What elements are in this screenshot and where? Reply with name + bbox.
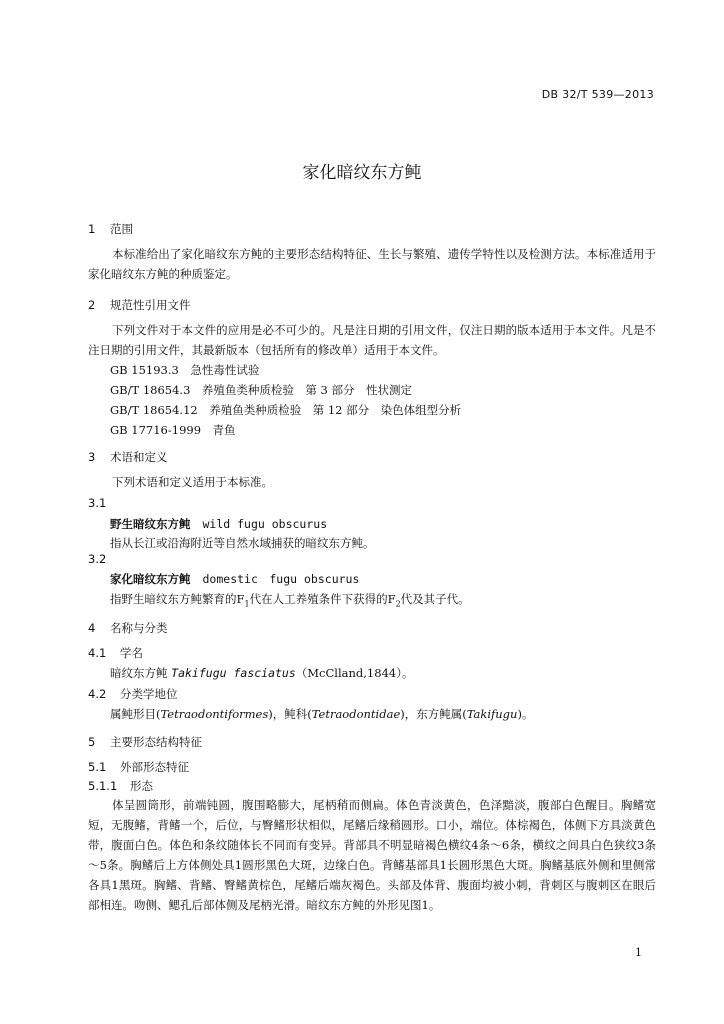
reference-item: GB 15193.3 急性毒性试验 <box>110 363 260 377</box>
section-number: 1 <box>88 222 96 236</box>
section-1-heading <box>88 221 133 237</box>
term-chinese: 家化暗纹东方鲀 <box>110 572 191 586</box>
section-2-text: 下列文件对于本文件的应用是必不可少的。凡是注日期的引用文件，仅注日期的版本适用于本文件。凡是不注日期的引用文件，其最新版本（包括所有的修改单）适用于本文件。 <box>88 323 656 357</box>
term-english: wild fugu obscurus <box>202 517 328 531</box>
page-title: 家化暗纹东方鲀 <box>302 163 422 183</box>
order-name: Tetraodontiformes <box>160 707 269 721</box>
term-3-2-definition <box>110 591 470 608</box>
family-name: Tetraodontidae <box>311 707 401 721</box>
definition-text: 代在人工养殖条件下获得的F <box>249 592 396 606</box>
reference-item: GB 17716-1999 青鱼 <box>110 423 236 437</box>
term-english: domestic fugu obscurus <box>202 572 360 586</box>
section-number: 4.2 <box>88 687 107 701</box>
document-code: DB 32/T 539—2013 <box>541 88 654 101</box>
section-2-heading <box>88 297 191 313</box>
section-5-heading <box>88 734 202 750</box>
section-5-1-1-text: 体呈圆筒形，前端钝圆，腹围略膨大，尾柄稍而侧扁。体色青淡黄色，色泽黯淡，腹部白色醒目。胸鳍宽短，无腹鳍，背鳍一个，后位，与臀鳍形状相似，尾鳍后缘稍圆形。口小，端位。体棕褐色，体侧下方具淡黄色带，腹面白色。体色和条纹随体长不同而有变异。背部具不明显暗褐色横纹4条～6条，横纹之间具白色狭纹3条～5条。胸鳍后上方体侧处具1圆形黑色大斑，边缘白色。背鳍基部具1长圆形黑色大斑。胸鳍基底外侧和里侧常各具1黑斑。胸鳍、背鳍、臀鳍黄棕色，尾鳍后端灰褐色。头部及体背、腹面均被小刺，背刺区与腹刺区在眼后部相连。吻侧、鳃孔后部体侧及尾柄光滑。暗纹东方鲀的外形见图1。 <box>88 798 656 912</box>
section-title: 术语和定义 <box>110 450 168 464</box>
section-number: 5.1 <box>88 760 107 774</box>
section-number: 5 <box>88 735 96 749</box>
section-title: 名称与分类 <box>110 621 168 635</box>
section-5-1-1-heading <box>88 778 153 794</box>
taxonomy-text: )，鲀科( <box>268 707 312 721</box>
definition-text: 代及其子代。 <box>400 592 470 606</box>
section-title: 范围 <box>110 222 133 236</box>
section-number: 4.1 <box>88 646 107 660</box>
section-title: 外部形态特征 <box>120 760 189 774</box>
reference-item: GB/T 18654.3 养殖鱼类种质检验 第 3 部分 性状测定 <box>110 383 413 397</box>
section-title: 规范性引用文件 <box>110 298 191 312</box>
section-5-1-heading <box>88 759 189 775</box>
section-3-text: 下列术语和定义适用于本标准。 <box>112 475 273 489</box>
page-number: 1 <box>635 946 642 959</box>
definition-text: 指野生暗纹东方鲀繁育的F <box>110 592 245 606</box>
section-title: 形态 <box>130 779 153 793</box>
section-number: 3 <box>88 450 96 464</box>
latin-name: Takifugu fasciatus <box>171 666 296 680</box>
taxonomy-text <box>110 706 533 722</box>
section-number: 2 <box>88 298 96 312</box>
scientific-name <box>110 665 413 681</box>
section-number: 4 <box>88 621 96 635</box>
term-3-2 <box>110 571 359 587</box>
term-3-1-number: 3.1 <box>88 496 107 510</box>
term-3-2-number: 3.2 <box>88 552 107 566</box>
section-4-heading <box>88 620 168 636</box>
section-4-1-heading <box>88 645 143 661</box>
section-number: 5.1.1 <box>88 779 118 793</box>
taxonomy-text: )，东方鲀属( <box>400 707 467 721</box>
section-1-text: 本标准给出了家化暗纹东方鲀的主要形态结构特征、生长与繁殖、遗传学特性以及检测方法。本标准适用于家化暗纹东方鲀的种质鉴定。 <box>88 247 656 281</box>
author-year: （McClland,1844）。 <box>295 666 414 680</box>
section-title: 主要形态结构特征 <box>110 735 202 749</box>
term-3-1-definition: 指从长江或沿海附近等自然水域捕获的暗纹东方鲀。 <box>110 536 375 550</box>
subscript: 1 <box>244 599 250 609</box>
taxonomy-text: )。 <box>517 707 534 721</box>
term-chinese: 野生暗纹东方鲀 <box>110 517 191 531</box>
common-name: 暗纹东方鲀 <box>110 666 172 680</box>
term-3-1 <box>110 516 327 532</box>
section-title: 分类学地位 <box>120 687 178 701</box>
genus-name: Takifugu <box>466 707 518 721</box>
section-4-2-heading <box>88 686 178 702</box>
section-3-heading <box>88 449 168 465</box>
section-title: 学名 <box>120 646 143 660</box>
reference-item: GB/T 18654.12 养殖鱼类种质检验 第 12 部分 染色体组型分析 <box>110 403 462 417</box>
taxonomy-text: 属鲀形目( <box>110 707 161 721</box>
subscript: 2 <box>395 599 401 609</box>
